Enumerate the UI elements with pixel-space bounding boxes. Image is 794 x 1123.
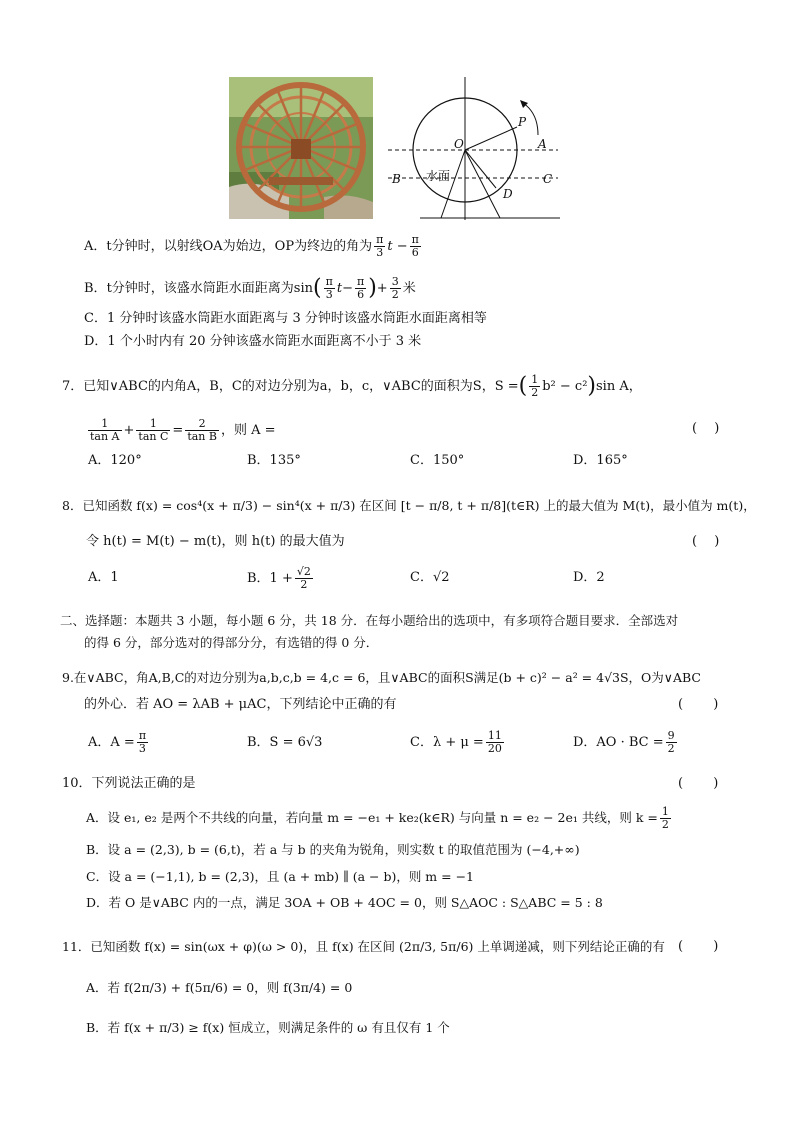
q10-option-d: D．若 O 是∨ABC 内的一点，满足 3OA + OB + 4OC = 0，则 S△AOC : S△ABC = 5 : 8 — [86, 895, 603, 910]
q7-option-b: B．135° — [247, 453, 301, 468]
label-O: O — [454, 137, 464, 151]
section-2-instructions-line1: 二、选择题：本题共 3 小题，每小题 6 分，共 18 分．在每小题给出的选项中，有多项符合题目要求．全部选对 — [60, 613, 679, 628]
q8-stem-line1: 8．已知函数 f(x) = cos⁴(x + π/3) − sin⁴(x + π/3) 在区间 [t − π/8, t + π/8](t∈R) 上的最大值为 M(t)，最小值为 m(t)， — [62, 498, 756, 513]
geometry-diagram — [380, 75, 570, 225]
q9-option-c: C．λ + μ = $\frac{11}{20}$ — [410, 729, 502, 755]
q6-option-d: D．1 个小时内有 20 分钟该盛水筒距水面距离不小于 3 米 — [84, 334, 422, 349]
q11-answer-paren: ( ) — [678, 939, 719, 954]
q8-option-a: A．1 — [88, 570, 119, 585]
q9-stem-line2: 的外心．若 AO = λAB + μAC，下列结论中正确的有 — [84, 697, 397, 712]
q9-option-b: B．S = 6√3 — [247, 735, 323, 750]
label-B: B — [392, 172, 401, 186]
q11-option-b: B．若 f(x + π/3) ≥ f(x) 恒成立，则满足条件的 ω 有且仅有 1 个 — [86, 1020, 450, 1035]
label-D: D — [503, 187, 513, 201]
q9-stem-line1: 9.在∨ABC，角A,B,C的对边分别为a,b,c,b = 4,c = 6，且∨ABC的面积S满足(b + c)² − a² = 4√3S，O为∨ABC — [62, 670, 701, 685]
q6-option-b: B．t分钟时，该盛水筒距水面距离为sin( $\frac{\pi}{3}$ t− $\frac{\pi}{6}$ )+ $\frac{3}{2}$ 米 — [84, 275, 416, 301]
q7-stem-line2: $\frac{1}{\text{tan A}}$ + $\frac{1}{\text{tan C}}$ = $\frac{2}{\text{tan B}}$ ，则 A = — [90, 417, 276, 443]
label-P: P — [518, 115, 527, 129]
q9-option-a: A．A = $\frac{\pi}{3}$ — [88, 729, 147, 755]
q8-option-b: B．1 + $\frac{√2}{2}$ — [247, 565, 311, 591]
q8-stem-line2: 令 h(t) = M(t) − m(t)，则 h(t) 的最大值为 — [86, 534, 345, 549]
label-A: A — [538, 137, 547, 151]
q11-option-a: A．若 f(2π/3) + f(5π/6) = 0，则 f(3π/4) = 0 — [86, 980, 353, 995]
section-2-instructions-line2: 的得 6 分，部分选对的得部分分，有选错的得 0 分． — [84, 635, 379, 650]
q9-option-d: D．AO · BC = $\frac{9}{2}$ — [573, 729, 675, 755]
label-C: C — [543, 172, 553, 186]
q6-option-a: A．t分钟时，以射线OA为始边，OP为终边的角为 $\frac{\pi}{3}$ t − $\frac{\pi}{6}$ — [84, 233, 419, 259]
q8-option-d: D．2 — [573, 570, 605, 585]
q9-answer-paren: ( ) — [678, 697, 719, 712]
q7-stem-line1: 7．已知∨ABC的内角A，B，C的对边分别为a，b，c，∨ABC的面积为S，S =( $\frac{1}{2}$ b² − c²)sin A， — [62, 373, 642, 399]
q10-option-a: A．设 e₁, e₂ 是两个不共线的向量，若向量 m = −e₁ + ke₂(k∈R) 与向量 n = e₂ − 2e₁ 共线，则 k = $\frac{1}{2}$ — [86, 805, 669, 831]
q7-option-a: A．120° — [88, 453, 142, 468]
q6-option-c: C．1 分钟时该盛水筒距水面距离与 3 分钟时该盛水筒距水面距离相等 — [84, 311, 487, 326]
q8-answer-paren: ( ) — [692, 534, 720, 549]
q11-stem: 11．已知函数 f(x) = sin(ωx + φ)(ω > 0)，且 f(x) 在区间 (2π/3, 5π/6) 上单调递减，则下列结论正确的有 — [62, 939, 665, 954]
q7-answer-paren: ( ) — [692, 421, 720, 436]
q7-option-c: C．150° — [410, 453, 465, 468]
waterwheel-photo-image — [229, 77, 373, 219]
q7-option-d: D．165° — [573, 453, 628, 468]
waterwheel-photo — [229, 77, 373, 219]
q10-option-c: C．设 a = (−1,1), b = (2,3)，且 (a + mb) ∥ (a − b)，则 m = −1 — [86, 869, 474, 884]
q10-option-b: B．设 a = (2,3), b = (6,t)，若 a 与 b 的夹角为锐角，则实数 t 的取值范围为 (−4,+∞) — [86, 842, 580, 857]
q10-stem: 10．下列说法正确的是 — [62, 776, 196, 791]
q8-option-c: C．√2 — [410, 570, 450, 585]
q10-answer-paren: ( ) — [678, 776, 719, 791]
label-water-surface: 水面 — [426, 169, 451, 183]
